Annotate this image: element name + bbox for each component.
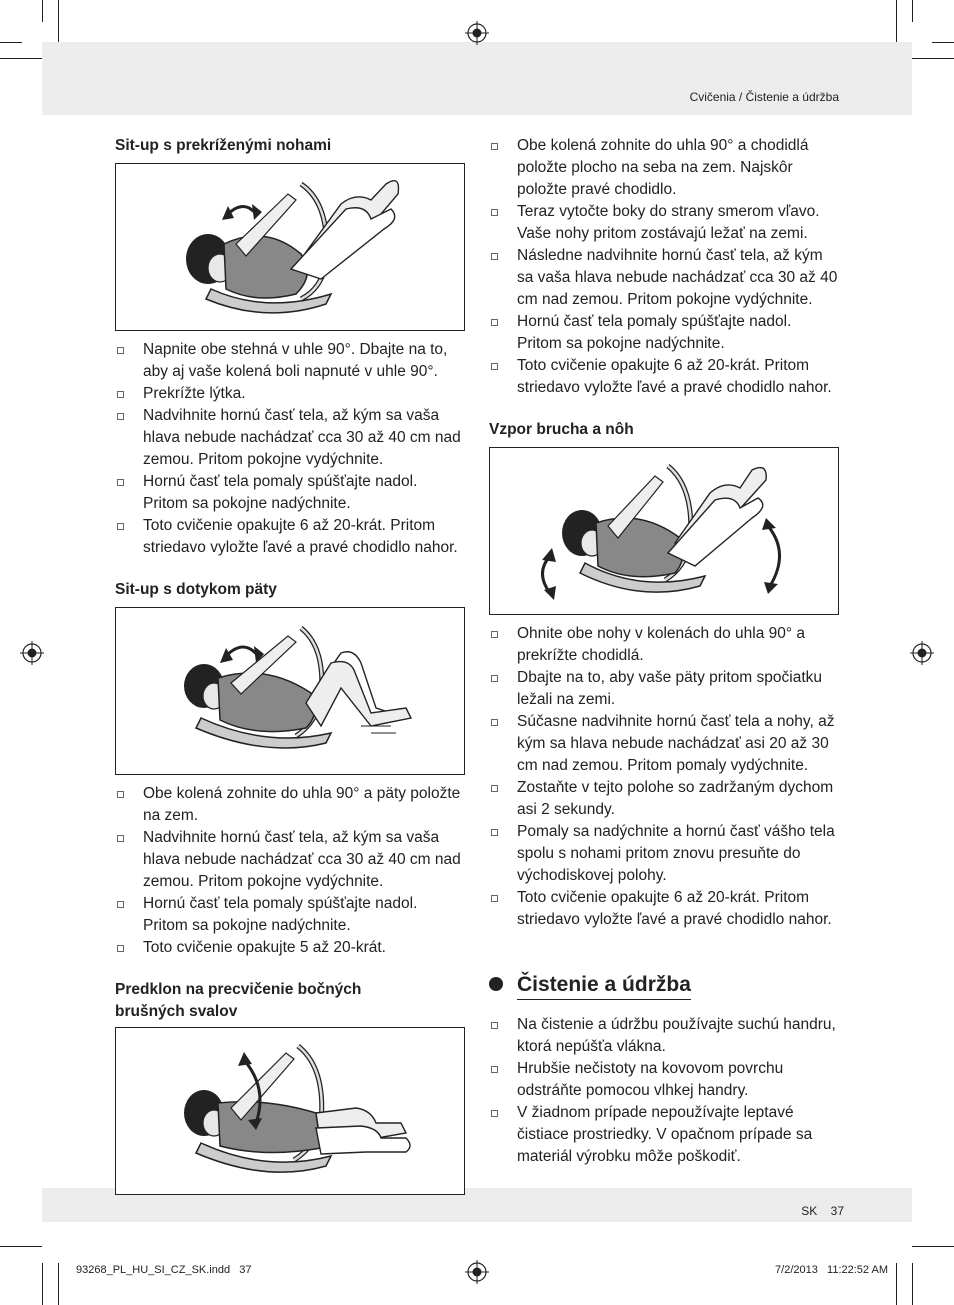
crop-mark: [912, 1246, 954, 1247]
bullet-box-icon: [117, 479, 124, 486]
slug-date: 7/2/2013 11:22:52 AM: [775, 1264, 888, 1276]
instruction-list: [115, 783, 465, 959]
situp-crossed-legs-illustration: [116, 164, 464, 330]
section-title: Predklon na precvičenie bočných brušných svalov: [115, 981, 362, 1020]
bullet-box-icon: [491, 209, 498, 216]
bullet-box-icon: [491, 1066, 498, 1073]
situp-heel-touch-illustration: [116, 608, 464, 774]
crop-mark: [912, 1263, 913, 1305]
bullet-box-icon: [491, 719, 498, 726]
bullet-box-icon: [491, 631, 498, 638]
crop-mark: [932, 42, 954, 43]
bullet-box-icon: [117, 347, 124, 354]
list-item: Nadvihnite hornú časť tela, až kým sa vaša hlava nebude nachádzať cca 30 až 40 cm nad zemou. Pritom pokojne vydýchnite.: [115, 405, 465, 471]
running-header: Cvičenia / Čistenie a údržba: [689, 90, 839, 104]
exercise-illustration: [115, 607, 465, 775]
list-item: Súčasne nadvihnite hornú časť tela a nohy, až kým sa hlava nebude nachádzať asi 20 až 30 cm nad zemou. Pritom pomaly vydýchnite.: [489, 711, 839, 777]
list-item: Nadvihnite hornú časť tela, až kým sa vaša hlava nebude nachádzať cca 30 až 40 cm nad zemou. Pritom pokojne vydýchnite.: [115, 827, 465, 893]
list-item: Napnite obe stehná v uhle 90°. Dbajte na to, aby aj vaše kolená boli napnuté v uhle 90°.: [115, 339, 465, 383]
crop-mark: [42, 0, 43, 22]
list-item: Obe kolená zohnite do uhla 90° a chodidlá položte plocho na seba na zem. Najskôr položte pravé chodidlo.: [489, 135, 839, 201]
bullet-box-icon: [117, 413, 124, 420]
registration-mark-icon: [465, 1260, 489, 1284]
crop-mark: [896, 1263, 897, 1305]
list-item: Toto cvičenie opakujte 6 až 20-krát. Pritom striedavo vyložte ľavé a pravé chodidlo nahor.: [115, 515, 465, 559]
right-column: [489, 135, 839, 1168]
section-title: Sit-up s prekríženými nohami: [115, 137, 332, 154]
slug-filename: 93268_PL_HU_SI_CZ_SK.indd 37: [76, 1264, 252, 1276]
bullet-box-icon: [117, 835, 124, 842]
list-item: Následne nadvihnite hornú časť tela, až kým sa vaša hlava nebude nachádzať cca 30 až 40 cm nad zemou. Pritom pokojne vydýchnite.: [489, 245, 839, 311]
bullet-box-icon: [491, 143, 498, 150]
exercise-illustration: [489, 447, 839, 615]
registration-mark-icon: [465, 21, 489, 45]
list-item: Hornú časť tela pomaly spúšťajte nadol. Pritom sa pokojne nadýchnite.: [115, 893, 465, 937]
bullet-box-icon: [491, 829, 498, 836]
crop-mark: [0, 58, 42, 59]
list-item: Teraz vytočte boky do strany smerom vľavo. Vaše nohy pritom zostávajú ležať na zemi.: [489, 201, 839, 245]
bullet-box-icon: [117, 791, 124, 798]
bullet-box-icon: [117, 391, 124, 398]
list-item: Na čistenie a údržbu používajte suchú handru, ktorá nepúšťa vlákna.: [489, 1014, 839, 1058]
bullet-dot-icon: [489, 977, 503, 991]
bullet-box-icon: [491, 319, 498, 326]
crop-mark: [58, 0, 59, 42]
list-item: Hrubšie nečistoty na kovovom povrchu odstráňte pomocou vlhkej handry.: [489, 1058, 839, 1102]
instruction-list: [489, 135, 839, 399]
language-code: SK: [801, 1204, 818, 1218]
section-heading: [489, 971, 839, 1000]
section-title: Vzpor brucha a nôh: [489, 421, 634, 438]
registration-mark-icon: [910, 641, 934, 665]
list-item: Prekrížte lýtka.: [115, 383, 465, 405]
section-title: Sit-up s dotykom päty: [115, 581, 277, 598]
instruction-list: [115, 339, 465, 559]
list-item: Obe kolená zohnite do uhla 90° a päty položte na zem.: [115, 783, 465, 827]
list-item: Ohnite obe nohy v kolenách do uhla 90° a prekrížte chodidlá.: [489, 623, 839, 667]
crop-mark: [912, 0, 913, 22]
left-column: [115, 135, 465, 1195]
list-item: Toto cvičenie opakujte 6 až 20-krát. Pritom striedavo vyložte ľavé a pravé chodidlo nahor.: [489, 355, 839, 399]
list-item: Toto cvičenie opakujte 6 až 20-krát. Pritom striedavo vyložte ľavé a pravé chodidlo nahor.: [489, 887, 839, 931]
crop-mark: [58, 1263, 59, 1305]
instruction-list: [489, 1014, 839, 1168]
bullet-box-icon: [491, 1022, 498, 1029]
instruction-list: [489, 623, 839, 931]
exercise-illustration: [115, 1027, 465, 1195]
section-title: Čistenie a údržba: [517, 971, 691, 1000]
crop-mark: [912, 58, 954, 59]
bullet-box-icon: [491, 1110, 498, 1117]
bullet-box-icon: [491, 785, 498, 792]
crop-mark: [42, 1263, 43, 1305]
bullet-box-icon: [117, 901, 124, 908]
list-item: Zostaňte v tejto polohe so zadržaným dychom asi 2 sekundy.: [489, 777, 839, 821]
list-item: Pomaly sa nadýchnite a hornú časť vášho tela spolu s nohami pritom znovu presuňte do východiskovej polohy.: [489, 821, 839, 887]
abs-leg-press-illustration: [490, 448, 838, 614]
bullet-box-icon: [491, 363, 498, 370]
bullet-box-icon: [117, 523, 124, 530]
crop-mark: [0, 1246, 42, 1247]
registration-mark-icon: [20, 641, 44, 665]
list-item: Hornú časť tela pomaly spúšťajte nadol. Pritom sa pokojne nadýchnite.: [115, 471, 465, 515]
list-item: Dbajte na to, aby vaše päty pritom spočiatku ležali na zemi.: [489, 667, 839, 711]
crop-mark: [0, 42, 22, 43]
bullet-box-icon: [491, 253, 498, 260]
list-item: Hornú časť tela pomaly spúšťajte nadol. Pritom sa pokojne nadýchnite.: [489, 311, 839, 355]
exercise-illustration: [115, 163, 465, 331]
page-number: 37: [830, 1204, 844, 1218]
side-crunch-illustration: [116, 1028, 464, 1194]
list-item: V žiadnom prípade nepoužívajte leptavé čistiace prostriedky. V opačnom prípade sa materiál výrobku môže poškodiť.: [489, 1102, 839, 1168]
bullet-box-icon: [117, 945, 124, 952]
bullet-box-icon: [491, 675, 498, 682]
page-footer: [801, 1204, 844, 1218]
crop-mark: [896, 0, 897, 42]
list-item: Toto cvičenie opakujte 5 až 20-krát.: [115, 937, 465, 959]
bullet-box-icon: [491, 895, 498, 902]
